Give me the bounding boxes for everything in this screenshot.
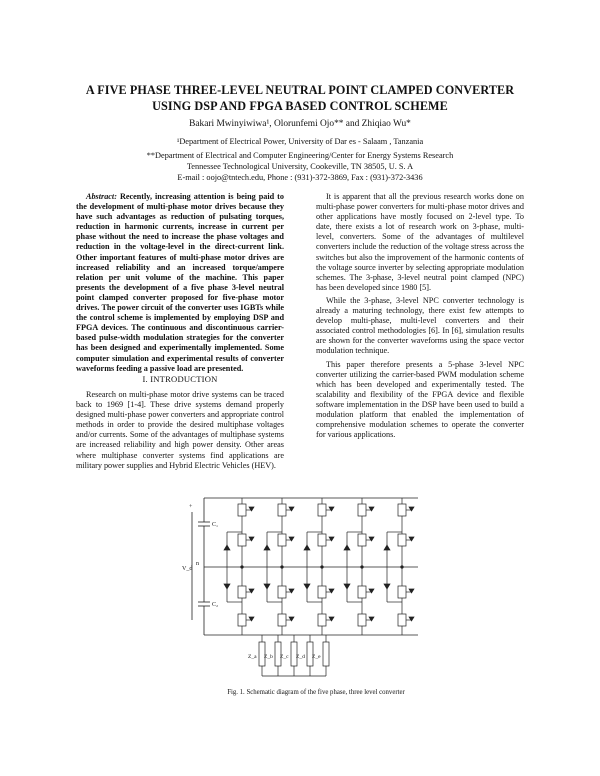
load-impedance <box>323 635 329 676</box>
authors: Bakari Mwinyiwiwa¹, Olorunfemi Ojo** and Zhiqiao Wu* <box>189 119 411 129</box>
capacitor-c2-label: C₂ <box>212 602 219 608</box>
converter-leg <box>264 498 294 635</box>
right-paragraph-1: It is apparent that all the previous research works done on multi-phase power converters for multi-phase motor drives and other applications have mostly focused on 2-level type. To date, there exists a lot of research work on 3-phase, multi-level, converters. Some of the advantages of multilevel converters include the reduction of the voltage stress across the switches but also the improvement of the harmonic contents of the voltage source inverter by selecting appropriate modulation schemes. The 3-phase, 3-level neutral point clamped (NPC) has been developed since 1980 [5]. <box>316 192 524 292</box>
affiliation-3: Tennessee Technological University, Cookeville, TN 38505, U. S. A <box>186 162 414 171</box>
title-line-1: A FIVE PHASE THREE-LEVEL NEUTRAL POINT CLAMPED CONVERTER <box>85 83 515 97</box>
right-paragraph-3: This paper therefore presents a 5-phase 3-level NPC converter utilizing the carrier-based PWM modulation scheme which has been developed and experimentally tested. The scalability and flexibility of the FPGA device and flexible software implementation in the DSP have been used to build a modulation platform that enabled the implementation of comprehensive modulation schemes to operate the converter for various applications. <box>316 359 524 440</box>
load-label: Z_a <box>248 654 257 660</box>
affiliation-2: **Department of Electrical and Computer Engineering/Center for Energy Systems Research <box>146 151 454 160</box>
neutral-node-label: n <box>196 561 199 567</box>
affiliation-1: ¹Department of Electrical Power, University of Dar es - Salaam , Tanzania <box>176 137 424 146</box>
contact-line: E-mail : oojo@tntech.edu, Phone : (931)-372-3869, Fax : (931)-372-3436 <box>177 173 423 182</box>
converter-leg <box>344 498 374 635</box>
load-label: Z_c <box>280 654 289 660</box>
converter-leg <box>304 498 334 635</box>
dc-plus-label: + <box>189 504 193 510</box>
converter-schematic <box>182 492 444 687</box>
intro-paragraph-1: Research on multi-phase motor drive systems can be traced back to 1969 [1-4]. These drive systems demand properly designed multi-phase power converters and appropriate control methods in order to provide the desired multiphase voltages and/or currents. Some of the advantages of multiphase systems are increased reliability and high power density. Other areas where multiphase converter systems find applications are military power supplies and Hybrid Electric Vehicles (HEV). <box>76 390 284 470</box>
title-line-2: USING DSP AND FPGA BASED CONTROL SCHEME <box>152 99 448 113</box>
right-column <box>316 192 524 443</box>
dc-voltage-label: V_d <box>182 566 193 572</box>
paper-title <box>40 82 560 114</box>
right-paragraph-2: While the 3-phase, 3-level NPC converter technology is already a maturing technology, there exist few attempts to develop multi-phase, multi-level converters and their associated control methodologies [6]. In [6], simulation results are shown for the converter waveforms using the space vector modulation technique. <box>316 295 524 356</box>
load-label: Z_e <box>312 654 321 660</box>
intro-left-column <box>76 390 284 474</box>
abstract <box>76 192 284 377</box>
load-label: Z_d <box>296 654 305 660</box>
abstract-text: Recently, increasing attention is being paid to the development of multi-phase motor drives because they have such advantages as reduction of pulsating torques, reduction in harmonic currents, increase in current per phase without the need to increase the phase voltages and reduction in the voltage-level in the direct-current link. Other important features of multi-phase motor drives are increased reliability and an increased torque/ampere relation per unit volume of the machine. This paper presents the development of a five phase 3-level neutral point clamped converter proposed for five-phase motor drives. The power circuit of the converter uses IGBTs while the control scheme is implemented by employing DSP and FPGA devices. The continuous and discontinuous carrier-based pulse-width modulation strategies for the converter has been designed and experimentally implemented. Some computer simulation and experimental results of converter waveforms feeding a passive load are presented. <box>76 192 285 373</box>
converter-leg <box>224 498 254 635</box>
section-heading-introduction: I. INTRODUCTION <box>142 374 218 384</box>
abstract-label: Abstract: <box>86 192 117 201</box>
load-label: Z_b <box>264 654 273 660</box>
capacitor-c1-label: C₁ <box>212 522 219 528</box>
converter-leg <box>384 498 414 635</box>
figure-caption: Fig. 1. Schematic diagram of the five phase, three level converter <box>227 689 405 696</box>
